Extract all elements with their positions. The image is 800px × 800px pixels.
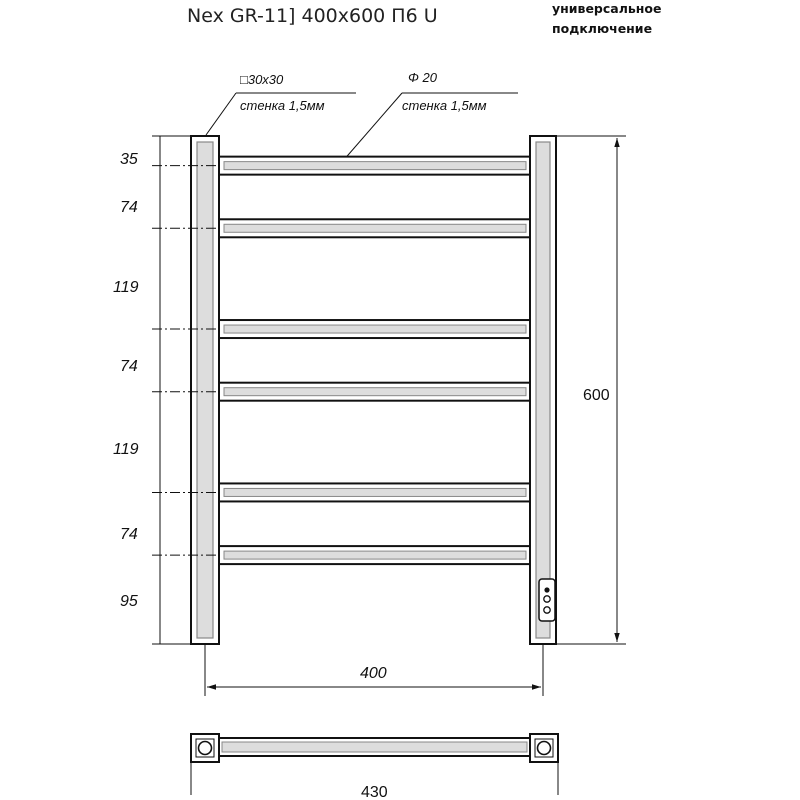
rung-inner xyxy=(224,325,526,333)
spacing-label: 74 xyxy=(120,358,138,375)
rungs xyxy=(219,157,530,564)
spacing-label: 74 xyxy=(120,199,138,216)
vertical-wall-label: стенка 1,5мм xyxy=(240,98,325,113)
spacing-label: 119 xyxy=(113,441,139,458)
spacing-label: 35 xyxy=(120,151,138,168)
right-post xyxy=(530,136,556,644)
rung-wall-label: стенка 1,5мм xyxy=(402,98,487,113)
rung-inner xyxy=(224,488,526,496)
vertical-profile-callout xyxy=(206,72,356,135)
spacing-label: 119 xyxy=(113,279,139,296)
depth-width-label: 430 xyxy=(361,784,388,800)
rung-profile-label: Φ 20 xyxy=(408,70,437,85)
electrical-connector xyxy=(539,579,555,621)
connector-screw-icon xyxy=(544,587,549,592)
rung-inner xyxy=(224,551,526,559)
rung-profile-callout xyxy=(342,70,518,162)
connection-note-line1: универсальное xyxy=(552,1,662,16)
spacing-label: 95 xyxy=(120,593,138,610)
height-label: 600 xyxy=(583,387,610,404)
spacing-label: 74 xyxy=(120,526,138,543)
connection-note-line2: подключение xyxy=(552,21,653,36)
width-label: 400 xyxy=(360,665,387,682)
left-post xyxy=(191,136,219,644)
vertical-profile-label: □30x30 xyxy=(240,72,284,87)
rung-inner xyxy=(224,388,526,396)
rung-inner xyxy=(224,162,526,170)
rung-inner xyxy=(224,224,526,232)
model-title: Nex GR-11] 400x600 П6 U xyxy=(187,5,438,27)
